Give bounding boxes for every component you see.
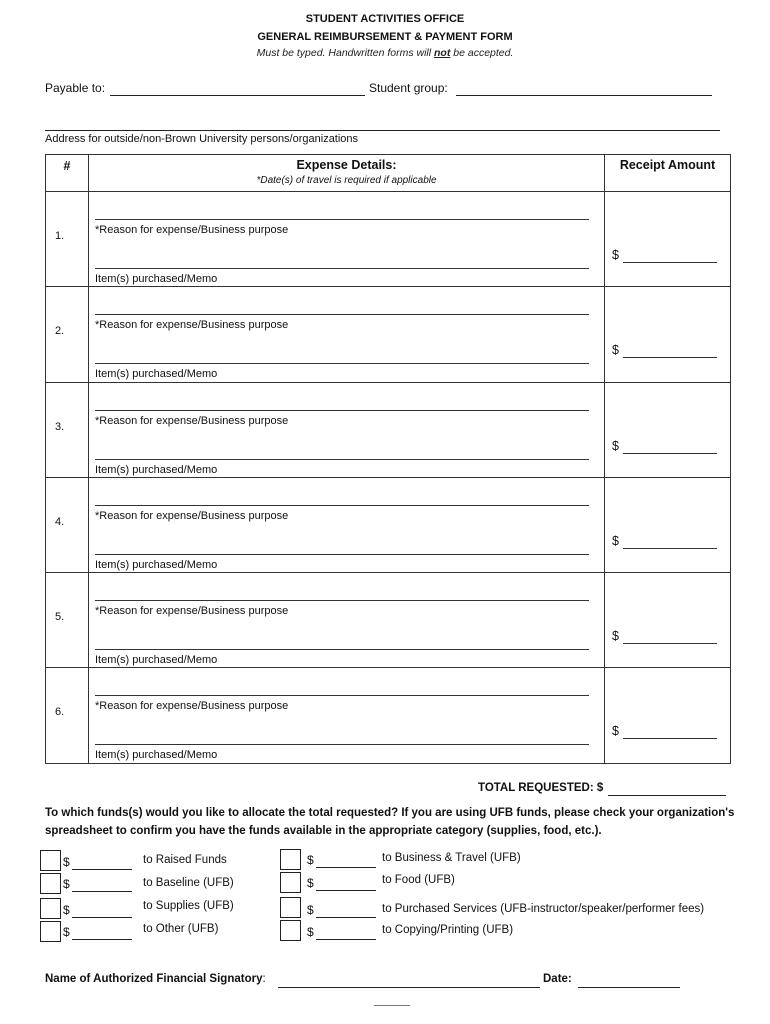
amount-field[interactable] (623, 548, 717, 549)
student-group-label: Student group: (369, 81, 448, 95)
amount-field[interactable] (623, 643, 717, 644)
memo-label: Item(s) purchased/Memo (95, 463, 218, 476)
fund-dollar-sign: $ (63, 903, 70, 917)
reason-label: *Reason for expense/Business purpose (95, 224, 289, 236)
amount-field[interactable] (623, 738, 717, 739)
reason-field[interactable] (95, 505, 589, 506)
memo-field[interactable] (95, 744, 589, 745)
payable-to-field[interactable] (110, 95, 365, 96)
typing-note-emphasis: not (434, 47, 451, 59)
memo-field[interactable] (95, 554, 589, 555)
date-label: Date: (543, 973, 572, 985)
expense-table (45, 154, 731, 764)
copying-printing-checkbox[interactable] (280, 920, 301, 941)
memo-label: Item(s) purchased/Memo (95, 558, 218, 571)
date-field[interactable] (578, 987, 680, 988)
amount-dollar-sign: $ (612, 533, 619, 548)
business-travel-amount[interactable] (316, 867, 376, 868)
row-number: 6. (55, 706, 65, 719)
reason-label: *Reason for expense/Business purpose (95, 605, 289, 618)
business-travel-checkbox[interactable] (280, 849, 301, 870)
reason-field[interactable] (95, 600, 589, 601)
funds-question: To which funds(s) would you like to allocate the total requested? If you are using UFB funds, please check your organization's spreadsheet to confirm you have the funds available in the appropriate category (supplies, food, etc.). (45, 807, 735, 837)
purchased-services-label: to Purchased Services (UFB-instructor/speaker/performer fees) (382, 903, 705, 915)
fund-dollar-sign: $ (307, 876, 314, 890)
memo-label: Item(s) purchased/Memo (95, 749, 218, 762)
copying-printing-amount[interactable] (316, 939, 376, 940)
food-amount[interactable] (316, 890, 376, 891)
address-note: Address for outside/non-Brown University persons/organizations (45, 133, 359, 145)
expense-row (46, 382, 731, 477)
business-travel-label: to Business & Travel (UFB) (382, 852, 521, 864)
col-amount-header: Receipt Amount (605, 155, 731, 192)
amount-field[interactable] (623, 357, 717, 358)
col-details-header (89, 155, 605, 192)
reason-field[interactable] (95, 410, 589, 411)
expense-row (46, 573, 731, 668)
amount-dollar-sign: $ (612, 724, 619, 739)
fund-dollar-sign: $ (63, 877, 70, 891)
signatory-field[interactable] (278, 987, 540, 988)
raised-funds-amount[interactable] (72, 869, 132, 870)
row-number: 3. (55, 420, 65, 433)
memo-field[interactable] (95, 459, 589, 460)
memo-field[interactable] (95, 363, 589, 364)
fund-dollar-sign: $ (307, 925, 314, 939)
raised-funds-label: to Raised Funds (143, 854, 227, 866)
fund-dollar-sign: $ (307, 853, 314, 867)
baseline-amount[interactable] (72, 891, 132, 892)
food-label: to Food (UFB) (382, 874, 455, 886)
reason-field[interactable] (95, 219, 589, 220)
amount-dollar-sign: $ (612, 248, 619, 262)
expense-table-header (46, 155, 731, 192)
amount-field[interactable] (623, 262, 717, 263)
raised-funds-checkbox[interactable] (40, 850, 61, 871)
memo-label: Item(s) purchased/Memo (95, 273, 218, 285)
reason-field[interactable] (95, 695, 589, 696)
purchased-services-checkbox[interactable] (280, 897, 301, 918)
fund-dollar-sign: $ (307, 903, 314, 917)
row-number: 4. (55, 515, 65, 528)
col-details-title: Expense Details: (296, 158, 397, 172)
signatory-label: Name of Authorized Financial Signatory: (45, 973, 266, 985)
supplies-checkbox[interactable] (40, 898, 61, 919)
memo-field[interactable] (95, 649, 589, 650)
food-checkbox[interactable] (280, 872, 301, 893)
expense-row (46, 477, 731, 572)
row-number: 2. (55, 325, 65, 338)
memo-label: Item(s) purchased/Memo (95, 368, 218, 381)
copying-printing-label: to Copying/Printing (UFB) (382, 924, 514, 936)
col-details-note: *Date(s) of travel is required if applicable (256, 175, 437, 186)
reason-label: *Reason for expense/Business purpose (95, 509, 289, 522)
total-requested-field[interactable] (608, 795, 726, 796)
expense-row (46, 287, 731, 382)
expense-row (46, 668, 731, 763)
typing-note: Must be typed. Handwritten forms will not be accepted. (256, 47, 514, 59)
row-number: 5. (55, 611, 65, 624)
form-title: GENERAL REIMBURSEMENT & PAYMENT FORM (257, 31, 513, 43)
memo-field[interactable] (95, 268, 589, 269)
baseline-label: to Baseline (UFB) (143, 877, 234, 889)
baseline-checkbox[interactable] (40, 873, 61, 894)
address-field[interactable] (45, 130, 720, 131)
amount-dollar-sign: $ (612, 629, 619, 644)
reason-label: *Reason for expense/Business purpose (95, 414, 289, 427)
expense-row (46, 192, 731, 287)
row-number: 1. (55, 230, 65, 242)
other-amount[interactable] (72, 939, 132, 940)
payable-to-label: Payable to: (45, 81, 106, 95)
reason-field[interactable] (95, 314, 589, 315)
other-label: to Other (UFB) (143, 923, 219, 935)
fund-dollar-sign: $ (63, 925, 70, 939)
col-num-header: # (46, 155, 89, 192)
purchased-services-amount[interactable] (316, 917, 376, 918)
memo-label: Item(s) purchased/Memo (95, 654, 218, 667)
supplies-amount[interactable] (72, 917, 132, 918)
total-requested-label: TOTAL REQUESTED: $ (478, 782, 604, 794)
amount-dollar-sign: $ (612, 438, 619, 453)
fund-dollar-sign: $ (63, 855, 70, 869)
supplies-label: to Supplies (UFB) (143, 900, 234, 912)
amount-field[interactable] (623, 453, 717, 454)
other-checkbox[interactable] (40, 921, 61, 942)
footer-divider (374, 1005, 410, 1006)
amount-dollar-sign: $ (612, 343, 619, 358)
office-title: STUDENT ACTIVITIES OFFICE (305, 13, 465, 25)
student-group-field[interactable] (456, 95, 712, 96)
reason-label: *Reason for expense/Business purpose (95, 319, 289, 332)
reason-label: *Reason for expense/Business purpose (95, 700, 289, 713)
